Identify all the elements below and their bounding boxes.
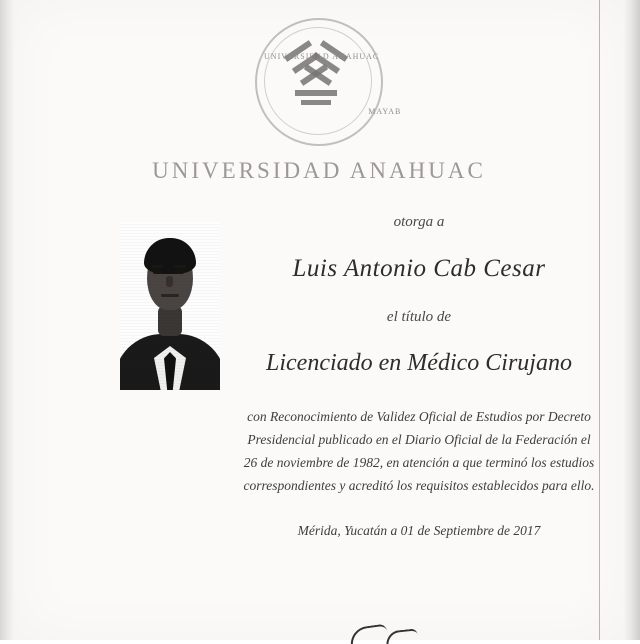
legal-paragraph-line: Presidencial publicado en el Diario Oficial de la Federación el (247, 432, 591, 447)
place-and-date: Mérida, Yucatán a 01 de Septiembre de 2017 (297, 523, 541, 538)
scan-right-edge (624, 0, 640, 640)
legal-paragraph (230, 405, 608, 497)
crest-arc-bottom-text: MAYAB (368, 107, 402, 117)
diploma-text-block (230, 214, 608, 539)
awards-to-label: otorga a (393, 214, 445, 230)
institution-name: UNIVERSIDAD ANAHUAC (152, 158, 486, 183)
student-name: Luis Antonio Cab Cesar (292, 255, 546, 282)
scan-left-edge (0, 0, 14, 640)
degree-title: Licenciado en Médico Cirujano (266, 350, 572, 376)
crest-container (14, 18, 624, 146)
handwritten-signature (344, 624, 484, 644)
legal-paragraph-line: correspondientes y acreditó los requisitos establecidos para ello. (243, 478, 595, 493)
legal-paragraph-line: con Reconocimiento de Validez Oficial de Estudios por Decreto (247, 409, 591, 424)
legal-paragraph-line: 26 de noviembre de 1982, en atención a que terminó los estudios (243, 455, 595, 470)
university-crest-icon (255, 18, 402, 146)
degree-label: el título de (386, 309, 452, 325)
graduate-portrait-photo (120, 222, 220, 390)
crest-arc-text (255, 18, 402, 142)
diploma-sheet (14, 0, 624, 640)
crest-arc-top-text: UNIVERSIDAD ANAHUAC (264, 51, 380, 61)
